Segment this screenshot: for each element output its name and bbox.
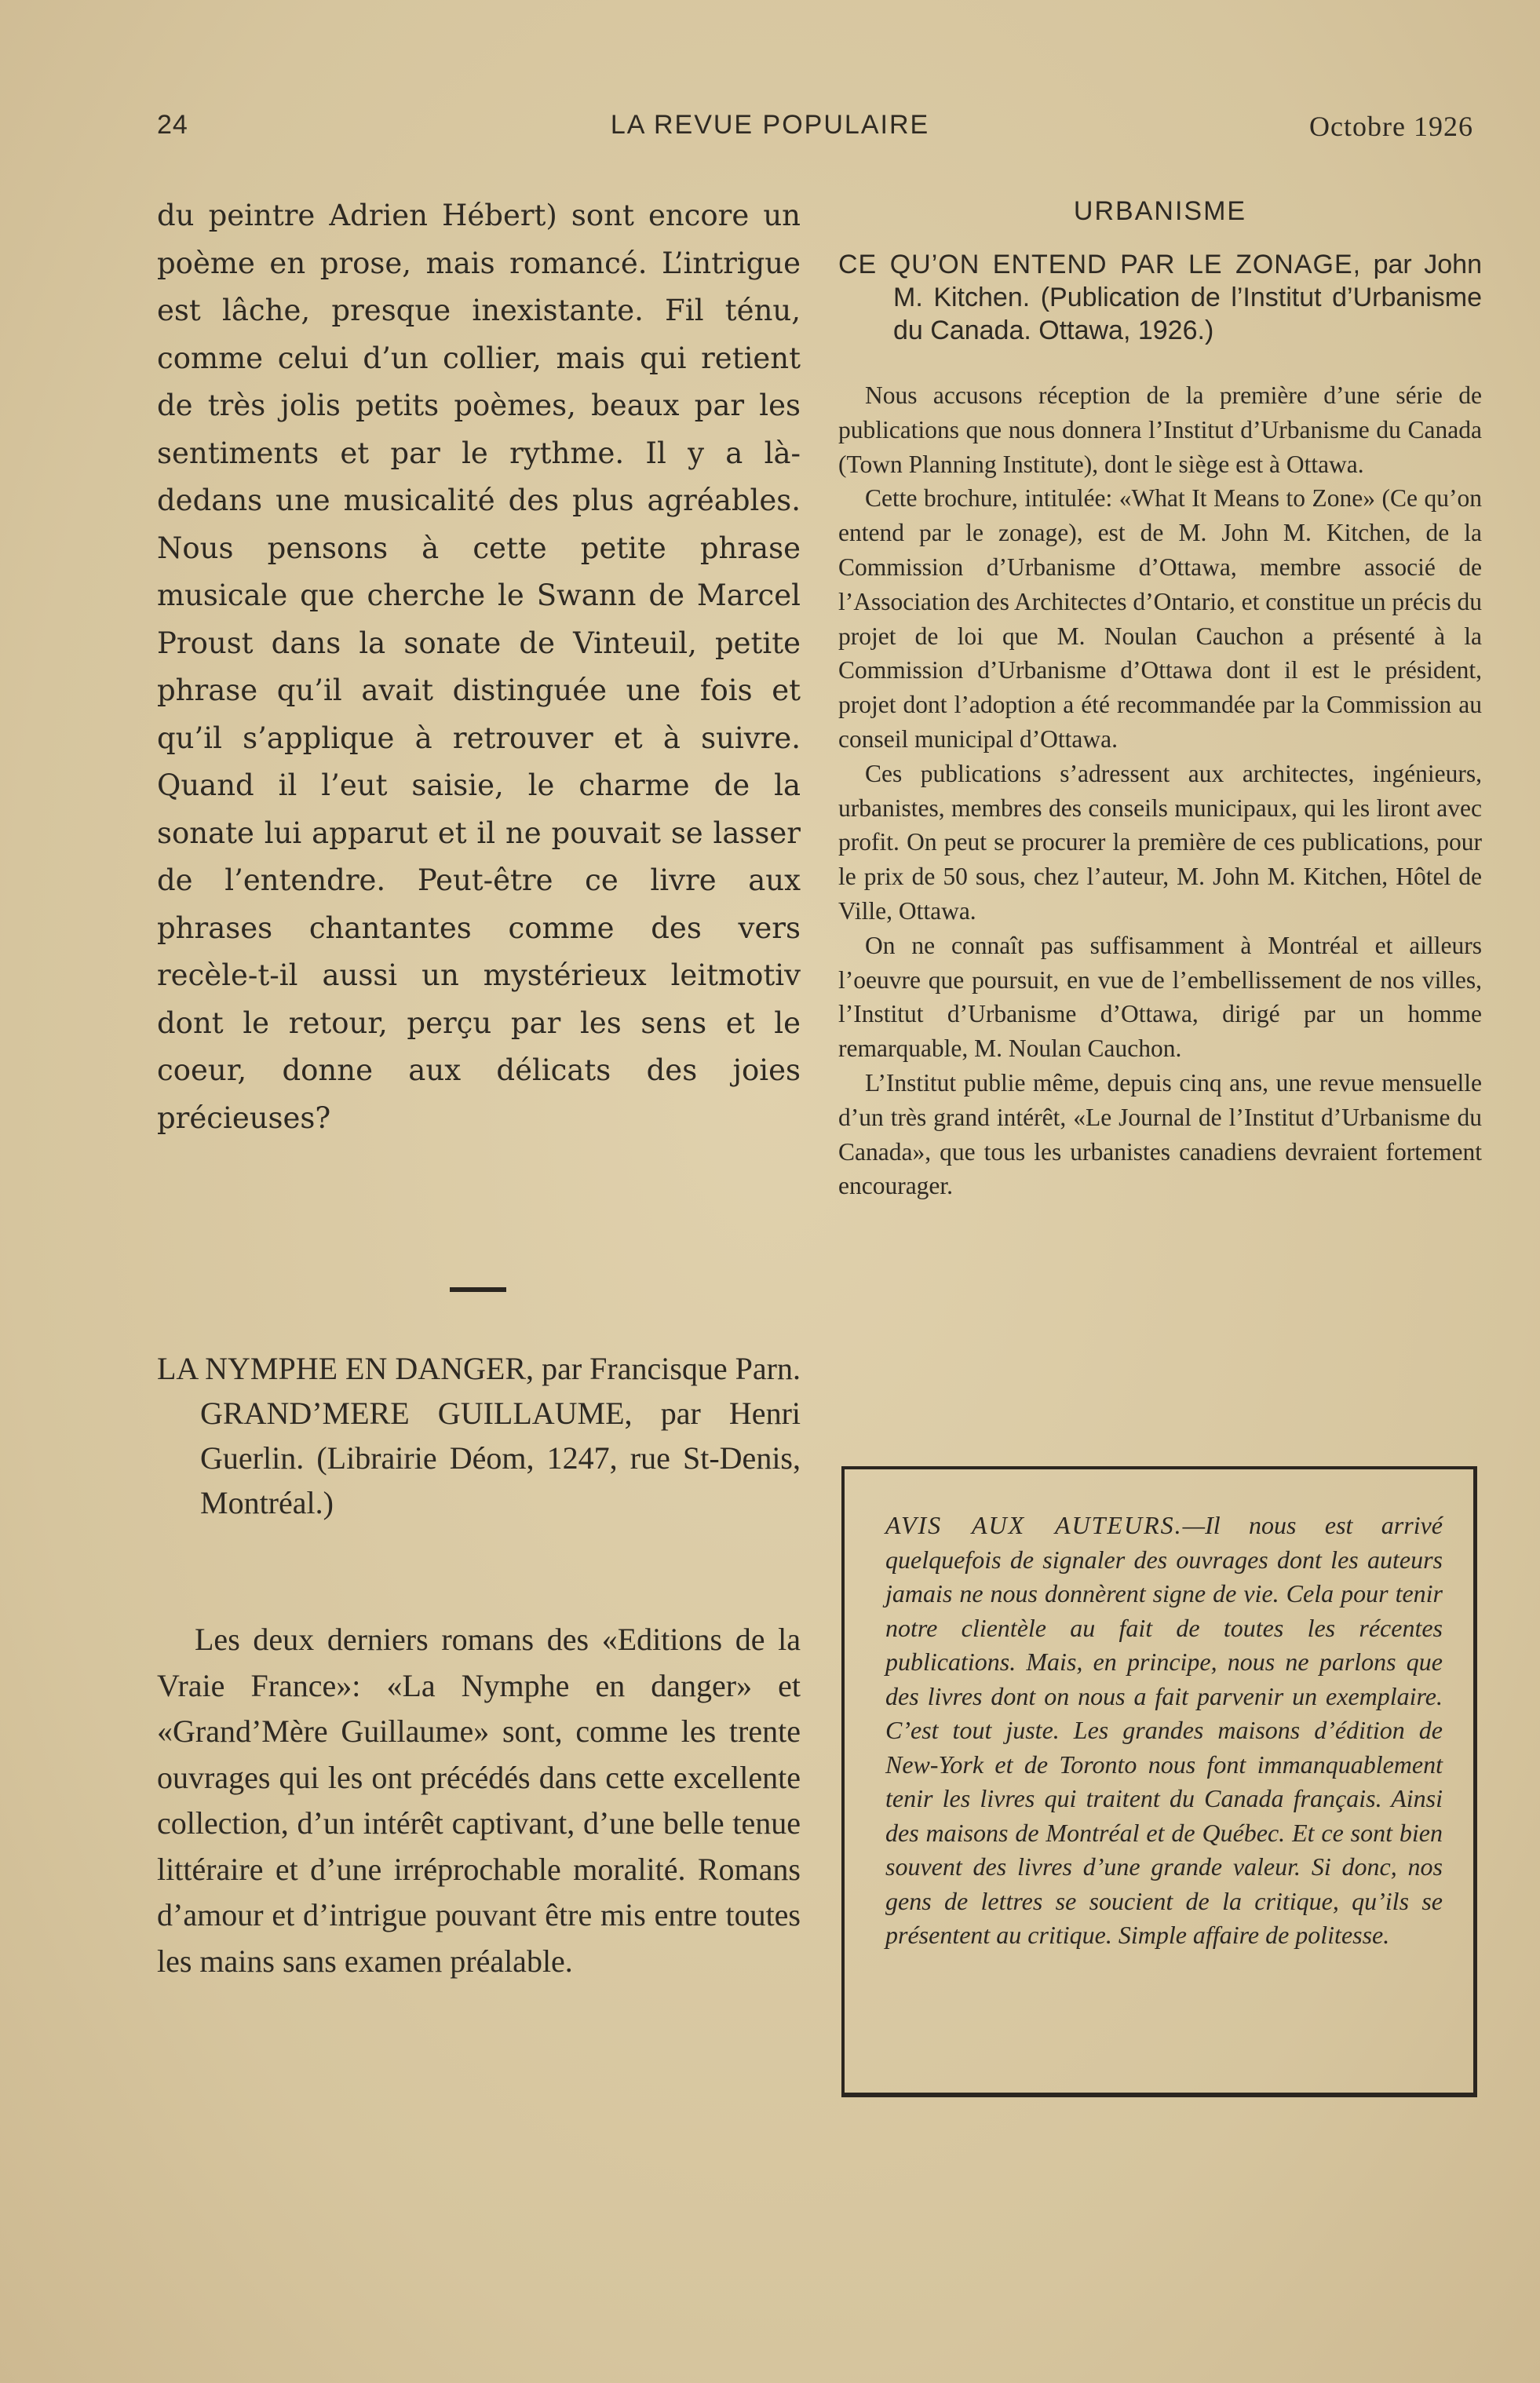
- article-paragraph: L’Institut publie même, depuis cinq ans, une revue mensuelle d’un très grand intérêt, «Le Journal de l’Institut d’Urbanisme du Canada», que tous les urbanistes canadiens devraient fortement encourager.: [838, 1068, 1482, 1200]
- notice-lead: AVIS AUX AUTEURS.: [885, 1511, 1183, 1539]
- right-column: [838, 196, 1482, 1203]
- article-paragraph: Ces publications s’adressent aux architectes, ingénieurs, urbanistes, membres des conseils municipaux, qui les liront avec profit. On peut se procurer la première de ces publications, pour le prix de 50 sous, chez l’auteur, M. John M. Kitchen, Hôtel de Ville, Ottawa.: [838, 759, 1482, 925]
- book-entry-body: Les deux derniers romans des «Editions de la Vraie France»: «La Nymphe en danger» et «Grand’Mère Guillaume» sont, comme les trente ouvrages qui les ont précédés dans cette excellente collection, d’un intérêt captivant, d’une belle tenue littéraire et d’une irréprochable moralité. Romans d’amour et d’intrigue pouvant être mis entre toutes les mains sans examen préalable.: [157, 1622, 801, 1979]
- continued-review: du peintre Adrien Hébert) sont encore un poème en prose, mais romancé. L’intrigue est lâche, presque inexistante. Fil ténu, comme celui d’un collier, mais qui retient de très jolis petits poèmes, beaux par les sentiments et par le rythme. Il y a là-dedans une musicalité des plus agréables. Nous pensons à cette petite phrase musicale que cherche le Swann de Marcel Proust dans la sonate de Vinteuil, petite phrase qu’il avait distinguée une fois et qu’il s’applique à retrouver et à suivre. Quand il l’eut saisie, le charme de la sonate lui apparut et il ne pouvait se lasser de l’entendre. Peut-être ce livre aux phrases chantantes comme des vers recèle-t-il aussi un mystérieux leitmotiv dont le retour, perçu par les sens et le coeur, donne aux délicats des joies précieuses?: [157, 199, 801, 1135]
- left-column: [157, 192, 801, 1142]
- book-entry-review: [157, 1617, 801, 1984]
- article-title-rest: par John M. Kitchen. (Publication de l’Institut d’Urbanisme du Canada. Ottawa, 1926.): [893, 250, 1482, 345]
- article-paragraph: On ne connaît pas suffisamment à Montréal et ailleurs l’oeuvre que poursuit, en vue de l’embellissement de nos villes, l’Institut d’Urbanisme d’Ottawa, dirigé par un homme remarquable, M. Noulan Cauchon.: [838, 931, 1482, 1063]
- notice-box: [841, 1466, 1477, 2097]
- article-title-caps: CE QU’ON ENTEND PAR LE ZONAGE,: [838, 250, 1362, 279]
- section-heading: URBANISME: [1073, 196, 1247, 226]
- article-paragraph: Cette brochure, intitulée: «What It Means to Zone» (Ce qu’on entend par le zonage), est de M. John M. Kitchen, de la Commission d’Urbanisme d’Ottawa, membre associé de l’Association des Architectes d’Ontario, et constitue un précis du projet de loi que M. Noulan Cauchon a présenté à la Commission d’Urbanisme d’Ottawa dont il est le président, projet dont l’adoption a été recommandée par la Commission au conseil municipal d’Ottawa.: [838, 484, 1482, 753]
- book-entry: [157, 1346, 801, 1525]
- issue-date: Octobre 1926: [1309, 111, 1473, 142]
- section-divider: [450, 1287, 506, 1292]
- notice-body: —Il nous est arrivé quelquefois de signaler des ouvrages dont les auteurs jamais ne nous donnèrent signe de vie. Cela pour tenir notre clientèle au fait de toutes les récentes publications. Mais, en principe, nous ne parlons que des livres dont on nous a fait parvenir un exemplaire. C’est tout juste. Les grandes maisons d’édition de New-York et de Toronto nous font immanquablement tenir les livres qui traitent du Canada français. Ainsi des maisons de Montréal et de Québec. Et ce sont bien souvent des livres d’une grande valeur. Si donc, nos gens de lettres se soucient de la critique, qu’ils se présentent au critique. Simple affaire de politesse.: [885, 1511, 1443, 1949]
- page-number: 24: [157, 110, 188, 140]
- article-paragraph: Nous accusons réception de la première d’une série de publications que nous donnera l’Institut d’Urbanisme du Canada (Town Planning Institute), dont le siège est à Ottawa.: [838, 381, 1482, 478]
- article-body: [838, 378, 1482, 1203]
- publication-title: LA REVUE POPULAIRE: [610, 110, 930, 140]
- notice-text: [885, 1509, 1443, 1953]
- book-entry-heading: LA NYMPHE EN DANGER, par Francisque Parn. GRAND’MERE GUILLAUME, par Henri Guerlin. (Librairie Déom, 1247, rue St-Denis, Montréal.): [157, 1351, 801, 1520]
- article-title: [838, 248, 1482, 347]
